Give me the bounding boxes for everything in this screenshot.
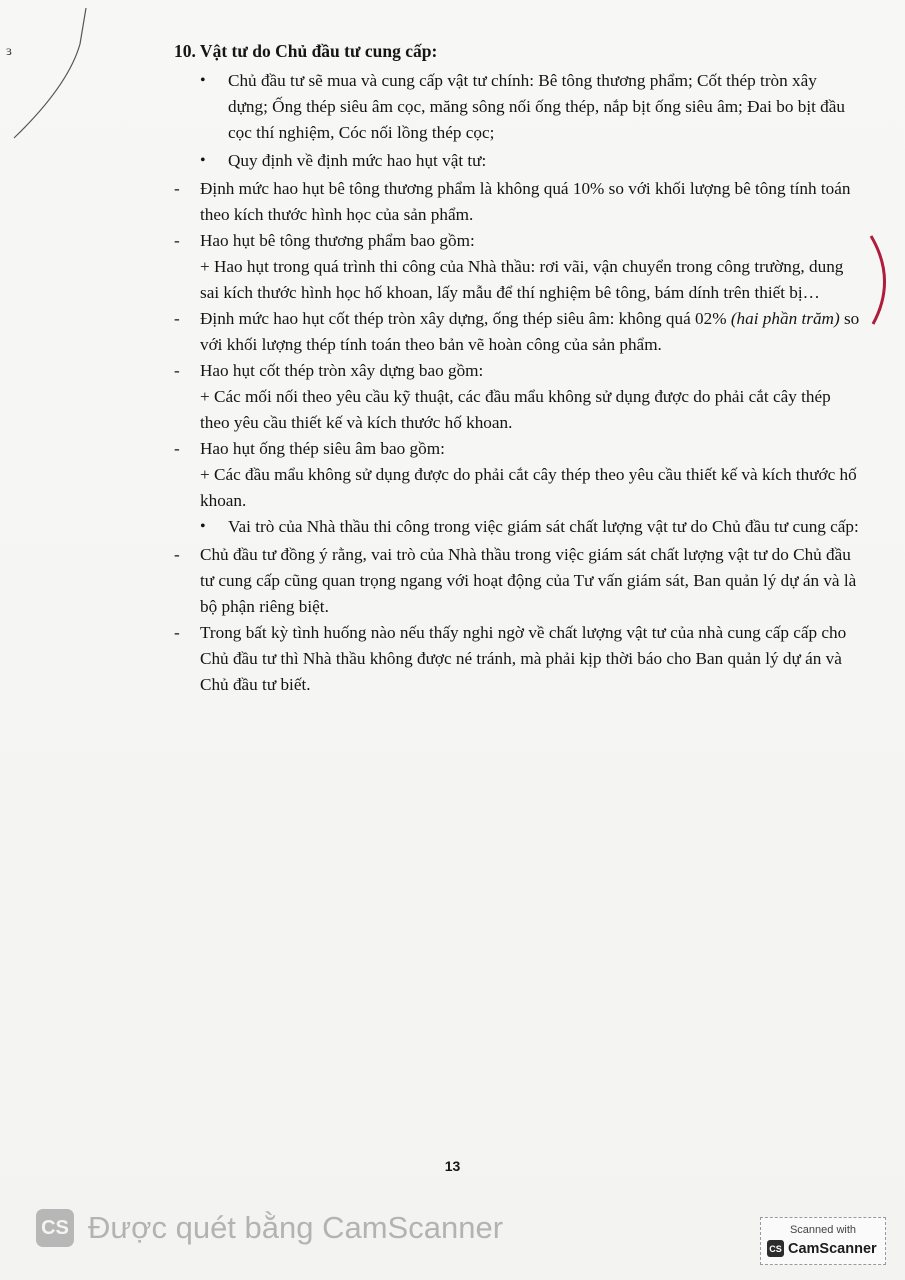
badge-caption: Scanned with	[789, 1224, 857, 1236]
bullet-text: Vai trò của Nhà thầu thi công trong việc giám sát chất lượng vật tư do Chủ đầu tư cung cấp:	[228, 517, 859, 536]
margin-glyph-mark: ɜ	[6, 44, 12, 59]
badge-brand-row	[767, 1240, 877, 1257]
bullet-dot: •	[200, 518, 206, 535]
dash-item	[170, 176, 860, 228]
dash-item	[170, 542, 860, 620]
dash-text: so với khối lượng thép tính toán theo bản vẽ hoàn công của sản phẩm.	[200, 309, 860, 354]
watermark-text: Được quét bằng CamScanner	[88, 1210, 504, 1245]
dash-item	[170, 620, 860, 698]
section-heading: 10. Vật tư do Chủ đầu tư cung cấp:	[174, 41, 438, 61]
dash-text: Định mức hao hụt bê tông thương phẩm là không quá 10% so với khối lượng bê tông tính toán theo kích thước hình học của sản phẩm.	[200, 179, 851, 224]
dash-text: Hao hụt bê tông thương phẩm bao gồm:	[200, 231, 475, 250]
dash-text-italic: (hai phần trăm)	[730, 309, 840, 328]
dash-text: Trong bất kỳ tình huống nào nếu thấy nghi ngờ về chất lượng vật tư của nhà cung cấp cấp cho Chủ đầu tư thì Nhà thầu không được né tránh, mà phải kịp thời báo cho Ban quản lý dự án và Chủ đầu tư biết.	[200, 623, 847, 694]
badge-brand: CamScanner	[788, 1240, 877, 1257]
dash-text: Định mức hao hụt cốt thép tròn xây dựng, ống thép siêu âm: không quá 02%	[200, 309, 727, 328]
dash-mark: -	[174, 623, 180, 642]
dash-mark: -	[174, 309, 180, 328]
sub-item: + Các đầu mẩu không sử dụng được do phải cắt cây thép theo yêu cầu thiết kế và kích thước hố khoan.	[200, 465, 857, 510]
bullet-item	[170, 514, 860, 540]
dash-item	[170, 436, 860, 462]
camscanner-watermark	[36, 1208, 503, 1248]
camscanner-logo-icon: CS	[36, 1209, 74, 1247]
camscanner-badge-logo-icon: CS	[767, 1240, 784, 1257]
dash-mark: -	[174, 179, 180, 198]
bullet-text: Chủ đầu tư sẽ mua và cung cấp vật tư chính: Bê tông thương phẩm; Cốt thép tròn xây dựng; Ống thép siêu âm cọc, măng sông nối ống thép, nắp bịt ống siêu âm; Đai bo bịt đầu cọc thí nghiệm, Cóc nối lồng thép cọc;	[228, 71, 845, 142]
bullet-item	[170, 68, 860, 146]
dash-text: Hao hụt ống thép siêu âm bao gồm:	[200, 439, 445, 458]
dash-item	[170, 306, 860, 358]
bullet-text: Quy định về định mức hao hụt vật tư:	[228, 151, 487, 170]
bullet-item	[170, 148, 860, 174]
dash-item	[170, 358, 860, 384]
dash-mark: -	[174, 231, 180, 250]
dash-text: Chủ đầu tư đồng ý rằng, vai trò của Nhà thầu trong việc giám sát chất lượng vật tư do Chủ đầu tư cung cấp cũng quan trọng ngang với hoạt động của Tư vấn giám sát, Ban quản lý dự án và là bộ phận riêng biệt.	[200, 545, 857, 616]
bullet-dot: •	[200, 152, 206, 169]
dash-text: Hao hụt cốt thép tròn xây dựng bao gồm:	[200, 361, 484, 380]
sub-item: + Hao hụt trong quá trình thi công của Nhà thầu: rơi vãi, vận chuyển trong công trường, dung sai kích thước hình học hố khoan, lấy mẫu để thí nghiệm bê tông, bám dính trên thiết bị…	[200, 257, 844, 302]
sub-item: + Các mối nối theo yêu cầu kỹ thuật, các đầu mẩu không sử dụng được do phải cắt cây thép theo yêu cầu thiết kế và kích thước hố khoan.	[200, 387, 831, 432]
scanned-with-badge	[760, 1217, 886, 1265]
dash-mark: -	[174, 439, 180, 458]
dash-item	[170, 228, 860, 254]
stamp-edge-mark	[867, 232, 895, 327]
bullet-dot: •	[200, 72, 206, 89]
document-body	[170, 38, 860, 698]
dash-mark: -	[174, 545, 180, 564]
dash-mark: -	[174, 361, 180, 380]
page-number: 13	[444, 1158, 461, 1174]
pen-stroke-mark	[8, 6, 98, 141]
